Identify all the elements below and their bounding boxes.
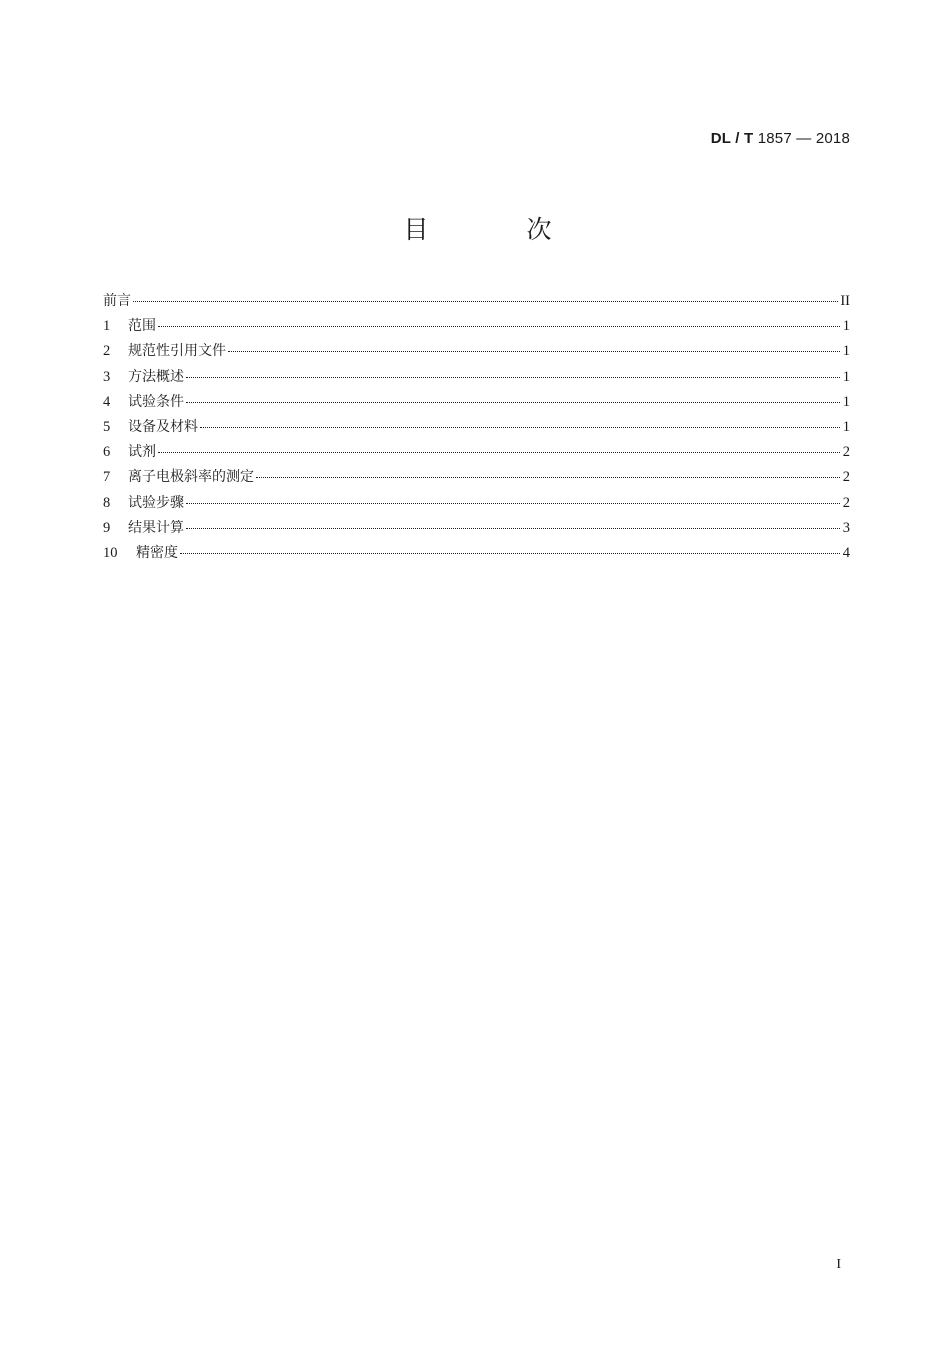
toc-entry-page: 4 (842, 544, 850, 561)
toc-entry-page: 2 (842, 469, 850, 486)
toc-entry-foreword[interactable] (103, 290, 850, 315)
toc-entry-number: 10 (103, 544, 118, 561)
document-code-prefix: DL / T (710, 130, 754, 147)
toc-entry-page: 1 (842, 368, 850, 385)
toc-entry-page: II (840, 293, 850, 309)
toc-entry-number: 2 (103, 343, 111, 360)
toc-entry-1[interactable] (103, 315, 850, 340)
table-of-contents (103, 290, 850, 567)
toc-entry-label: 设备及材料 (128, 418, 198, 435)
toc-dot-leader (186, 528, 840, 529)
toc-entry-number: 5 (103, 418, 111, 435)
toc-dot-leader (256, 477, 840, 478)
toc-entry-7[interactable] (103, 466, 850, 491)
toc-entry-page: 1 (842, 343, 850, 360)
document-code-separator: — (796, 130, 812, 147)
toc-entry-number: 7 (103, 469, 111, 486)
page-number: I (836, 1257, 841, 1272)
toc-dot-leader (186, 377, 840, 378)
toc-entry-8[interactable] (103, 492, 850, 517)
toc-entry-page: 1 (842, 393, 850, 410)
toc-entry-label: 规范性引用文件 (128, 343, 226, 360)
toc-dot-leader (186, 402, 840, 403)
toc-entry-4[interactable] (103, 391, 850, 416)
toc-dot-leader (158, 452, 840, 453)
toc-dot-leader (200, 427, 840, 428)
toc-entry-label: 前言 (103, 293, 131, 309)
toc-entry-number: 3 (103, 368, 111, 385)
toc-entry-label: 试验条件 (128, 393, 184, 410)
toc-entry-page: 2 (842, 444, 850, 461)
toc-entry-page: 1 (842, 418, 850, 435)
toc-entry-5[interactable] (103, 416, 850, 441)
toc-entry-label: 精密度 (136, 544, 178, 561)
toc-dot-leader (186, 503, 840, 504)
toc-entry-label: 离子电极斜率的测定 (128, 469, 254, 486)
toc-entry-number: 9 (103, 519, 111, 536)
document-code-year: 2018 (815, 130, 850, 147)
toc-dot-leader (158, 326, 840, 327)
toc-entry-page: 3 (842, 519, 850, 536)
toc-entry-label: 试验步骤 (128, 494, 184, 511)
toc-entry-number: 1 (103, 318, 111, 335)
document-code-number: 1857 (757, 130, 792, 147)
toc-entry-2[interactable] (103, 340, 850, 365)
toc-entry-label: 结果计算 (128, 519, 184, 536)
toc-entry-9[interactable] (103, 517, 850, 542)
toc-title: 目 次 (403, 215, 597, 244)
toc-entry-page: 2 (842, 494, 850, 511)
toc-entry-label: 方法概述 (128, 368, 184, 385)
toc-entry-6[interactable] (103, 441, 850, 466)
toc-entry-number: 6 (103, 444, 111, 461)
toc-entry-3[interactable] (103, 366, 850, 391)
toc-dot-leader (133, 301, 838, 302)
toc-entry-label: 范围 (128, 318, 156, 335)
toc-dot-leader (180, 553, 840, 554)
toc-entry-page: 1 (842, 318, 850, 335)
toc-entry-10[interactable] (103, 542, 850, 567)
document-code (711, 130, 850, 147)
toc-dot-leader (228, 351, 840, 352)
toc-entry-number: 4 (103, 393, 111, 410)
toc-entry-label: 试剂 (128, 444, 156, 461)
toc-entry-number: 8 (103, 494, 111, 511)
